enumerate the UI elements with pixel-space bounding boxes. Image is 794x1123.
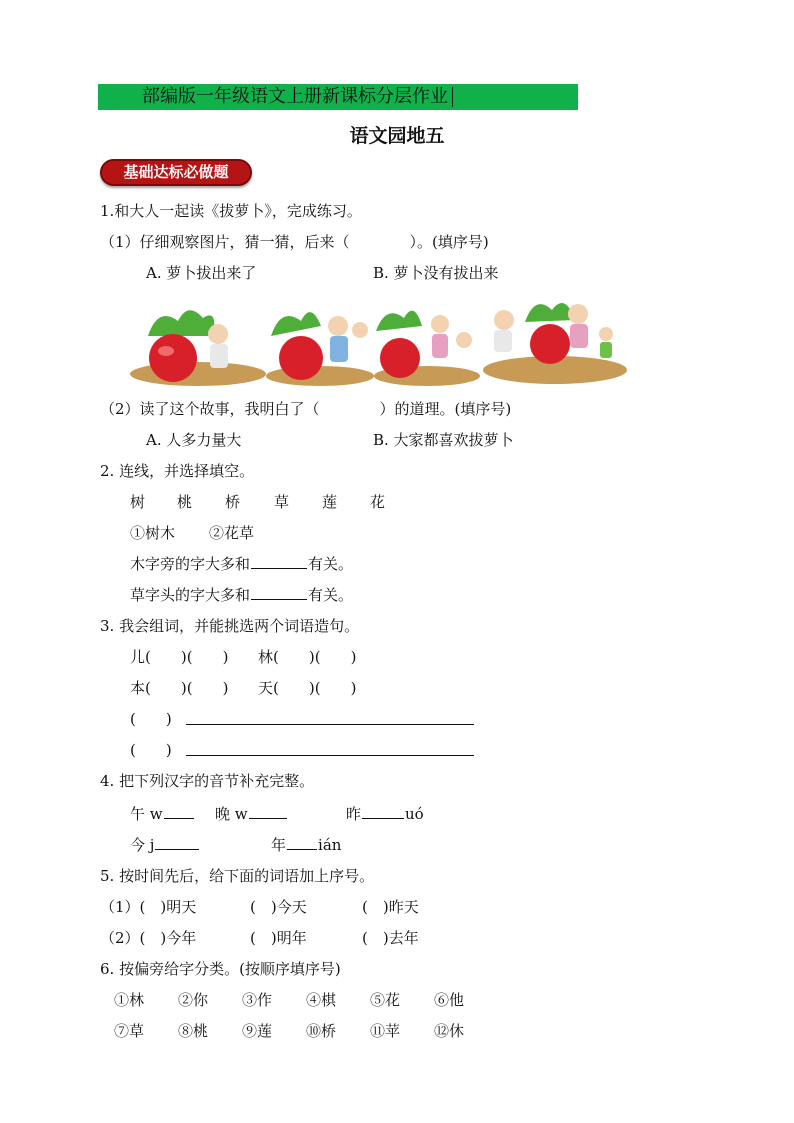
q6-char-3: ③作 — [242, 991, 273, 1009]
pinyin-blank[interactable] — [287, 848, 317, 850]
q4-item-wan: 晚 w — [215, 803, 288, 824]
q6-char-4: ④棋 — [306, 991, 337, 1009]
q3-sentence-line-2[interactable] — [186, 755, 474, 756]
q5-row2-item3[interactable]: ( )去年 — [362, 929, 419, 947]
illustration-panel-3 — [374, 296, 480, 386]
q1-option-b: B. 萝卜没有拔出来 — [373, 264, 499, 282]
q3-item-3: 本( )( ) — [130, 679, 229, 697]
q5-row2-item2[interactable]: ( )明年 — [250, 929, 307, 947]
q6-char-9: ⑨莲 — [242, 1022, 273, 1040]
q2-char-2: 桃 — [177, 493, 193, 511]
q6-char-8: ⑧桃 — [178, 1022, 209, 1040]
q6-char-11: ⑪苹 — [370, 1022, 401, 1040]
q3-sentence-line-1[interactable] — [186, 724, 474, 725]
page-title: 语文园地五 — [349, 125, 445, 147]
q1-part2: （2）读了这个故事，我明白了（ ）的道理。(填序号) — [100, 400, 512, 418]
q2-option-1: ①树木 — [130, 524, 176, 542]
q1-heading: 1.和大人一起读《拔萝卜》，完成练习。 — [100, 202, 362, 220]
header-banner — [98, 84, 578, 110]
word-blanks[interactable]: ( )( ) — [145, 679, 229, 697]
q5-row1-item3[interactable]: ( )昨天 — [362, 898, 419, 916]
q4-item-jin: 今 j — [130, 834, 200, 855]
q3-item-4: 天( )( ) — [258, 679, 357, 697]
q5-heading: 5. 按时间先后，给下面的词语加上序号。 — [100, 867, 375, 885]
q2-char-5: 莲 — [322, 493, 338, 511]
q6-char-7: ⑦草 — [114, 1022, 145, 1040]
q5-row2-item1[interactable]: （2）( )今年 — [100, 929, 197, 947]
pinyin-blank[interactable] — [164, 817, 194, 819]
banner-text: 部编版一年级语文上册新课标分层作业 — [142, 86, 448, 107]
q2-char-1: 树 — [130, 493, 146, 511]
answer-blank[interactable] — [251, 567, 307, 569]
q6-char-5: ⑤花 — [370, 991, 401, 1009]
section-badge: 基础达标必做题 — [100, 159, 252, 186]
word-blanks[interactable]: ( )( ) — [273, 679, 357, 697]
pinyin-blank[interactable] — [249, 817, 287, 819]
q3-sentence-word-1[interactable]: ( ) — [130, 710, 172, 728]
answer-blank[interactable] — [251, 598, 307, 600]
q4-item-nian: 年 ián — [271, 836, 342, 854]
q6-char-10: ⑩桥 — [306, 1022, 337, 1040]
word-blanks[interactable]: ( )( ) — [145, 648, 229, 666]
q5-row1-item1[interactable]: （1）( )明天 — [100, 898, 197, 916]
q5-row1-item2[interactable]: ( )今天 — [250, 898, 307, 916]
q2-fill-line-1: 木字旁的字大多和 有关。 — [130, 555, 354, 573]
q3-item-2: 林( )( ) — [258, 648, 357, 666]
q2-char-6: 花 — [370, 493, 386, 511]
q4-item-wu: 午 w — [130, 803, 195, 824]
q2-heading: 2. 连线，并选择填空。 — [100, 462, 255, 480]
pinyin-blank[interactable] — [362, 817, 404, 819]
q2-char-4: 草 — [274, 493, 290, 511]
q1-part1: （1）仔细观察图片，猜一猜，后来（ ）。(填序号) — [100, 233, 489, 251]
illustration-panel-2 — [266, 296, 374, 386]
q6-char-1: ①林 — [114, 991, 145, 1009]
q1-option-a: A. 萝卜拔出来了 — [146, 264, 257, 282]
q3-item-1: 儿( )( ) — [130, 648, 229, 666]
q4-item-zuo: 昨 uó — [346, 805, 424, 823]
pinyin-blank[interactable] — [155, 848, 199, 850]
illustration-panel-1 — [128, 296, 268, 386]
illustration-panel-4 — [480, 292, 630, 386]
q6-char-12: ⑫休 — [434, 1022, 465, 1040]
q2-fill-line-2: 草字头的字大多和 有关。 — [130, 586, 354, 604]
q1-part2-option-b: B. 大家都喜欢拔萝卜 — [373, 431, 514, 449]
q4-heading: 4. 把下列汉字的音节补充完整。 — [100, 772, 315, 790]
q1-part2-option-a: A. 人多力量大 — [146, 431, 242, 449]
q6-heading: 6. 按偏旁给字分类。(按顺序填序号) — [100, 960, 341, 978]
q6-char-2: ②你 — [178, 991, 209, 1009]
q3-sentence-word-2[interactable]: ( ) — [130, 741, 172, 759]
q2-option-2: ②花草 — [209, 524, 255, 542]
q2-char-3: 桥 — [225, 493, 241, 511]
q3-heading: 3. 我会组词，并能挑选两个词语造句。 — [100, 617, 360, 635]
q6-char-6: ⑥他 — [434, 991, 465, 1009]
word-blanks[interactable]: ( )( ) — [273, 648, 357, 666]
